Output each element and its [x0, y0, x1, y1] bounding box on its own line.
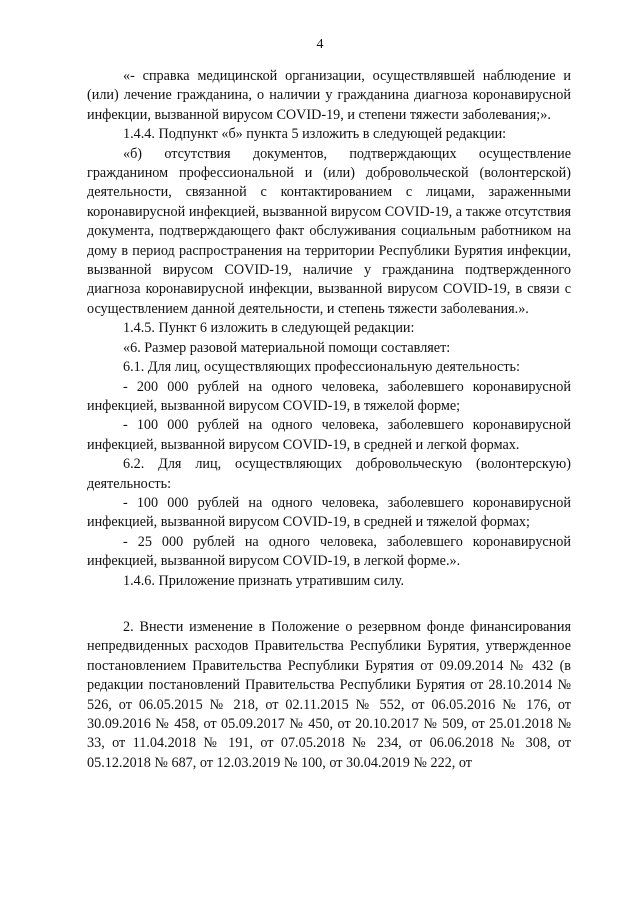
list-item-100000-moderate: - 100 000 рублей на одного человека, заболевшего коронавирусной инфекцией, вызванной вирусом COVID-19, в средней и легкой формах. — [87, 417, 571, 453]
paragraph-subclause-b: «б) отсутствия документов, подтверждающих осуществление гражданином профессиональной и (или) добровольческой (волонтерской) деятельности, связанной с контактированием с лицами, зараженными коронавирусной инфекцией, вызванной вирусом COVID-19, а также отсутствия документа, подтверждающего факт обслуживания социальным работником на дому в период распространения на территории Республики Бурятия инфекции, вызванной вирусом COVID-19, наличие у гражданина подтвержденного диагноза коронавирусной инфекции, вызванной вирусом COVID-19, в связи с осуществлением данной деятельности, и степень тяжести заболевания.». — [87, 145, 571, 317]
page-number: 4 — [316, 37, 324, 52]
list-item-200000-severe: - 200 000 рублей на одного человека, заболевшего коронавирусной инфекцией, вызванной вирусом COVID-19, в тяжелой форме; — [87, 378, 571, 414]
paragraph-section-2: 2. Внести изменение в Положение о резервном фонде финансирования непредвиденных расходов Правительства Республики Бурятия, утвержденное постановлением Правительства Республики Бурятия от 09.09.2014 № 432 (в редакции постановлений Правительства Республики Бурятия от 28.10.2014 № 526, от 06.05.2015 № 218, от 02.11.2015 № 552, от 06.05.2016 № 176, от 30.09.2016 № 458, от 05.09.2017 № 450, от 20.10.2017 № 509, от 25.01.2018 № 33, от 11.04.2018 № 191, от 07.05.2018 № 234, от 06.06.2018 № 308, от 05.12.2018 № 687, от 12.03.2019 № 100, от 30.04.2019 № 222, от — [87, 618, 571, 771]
paragraph-1-4-4: 1.4.4. Подпункт «б» пункта 5 изложить в следующей редакции: — [123, 126, 507, 143]
paragraph-1-4-6: 1.4.6. Приложение признать утратившим силу. — [123, 572, 404, 589]
paragraph-6-1: 6.1. Для лиц, осуществляющих профессиональную деятельность: — [123, 359, 520, 376]
section-spacer — [87, 591, 571, 618]
list-item-100000-volunteer: - 100 000 рублей на одного человека, заболевшего коронавирусной инфекцией, вызванной вирусом COVID-19, в средней и тяжелой формах; — [87, 494, 571, 531]
paragraph-1-4-5: 1.4.5. Пункт 6 изложить в следующей редакции: — [123, 320, 415, 337]
list-item-25000-volunteer: - 25 000 рублей на одного человека, заболевшего коронавирусной инфекцией, вызванной вирусом COVID-19, в легкой форме.». — [87, 533, 571, 570]
paragraph-certificate-clause: «- справка медицинской организации, осуществлявшей наблюдение и (или) лечение гражданина, о наличии у гражданина диагноза коронавирусной инфекции, вызванной вирусом COVID-19, и степени тяжести заболевания;». — [87, 68, 571, 123]
document-body — [87, 67, 571, 773]
paragraph-clause-6: «6. Размер разовой материальной помощи составляет: — [123, 339, 451, 356]
paragraph-6-2: 6.2. Для лиц, осуществляющих добровольческую (волонтерскую) деятельность: — [87, 456, 571, 492]
